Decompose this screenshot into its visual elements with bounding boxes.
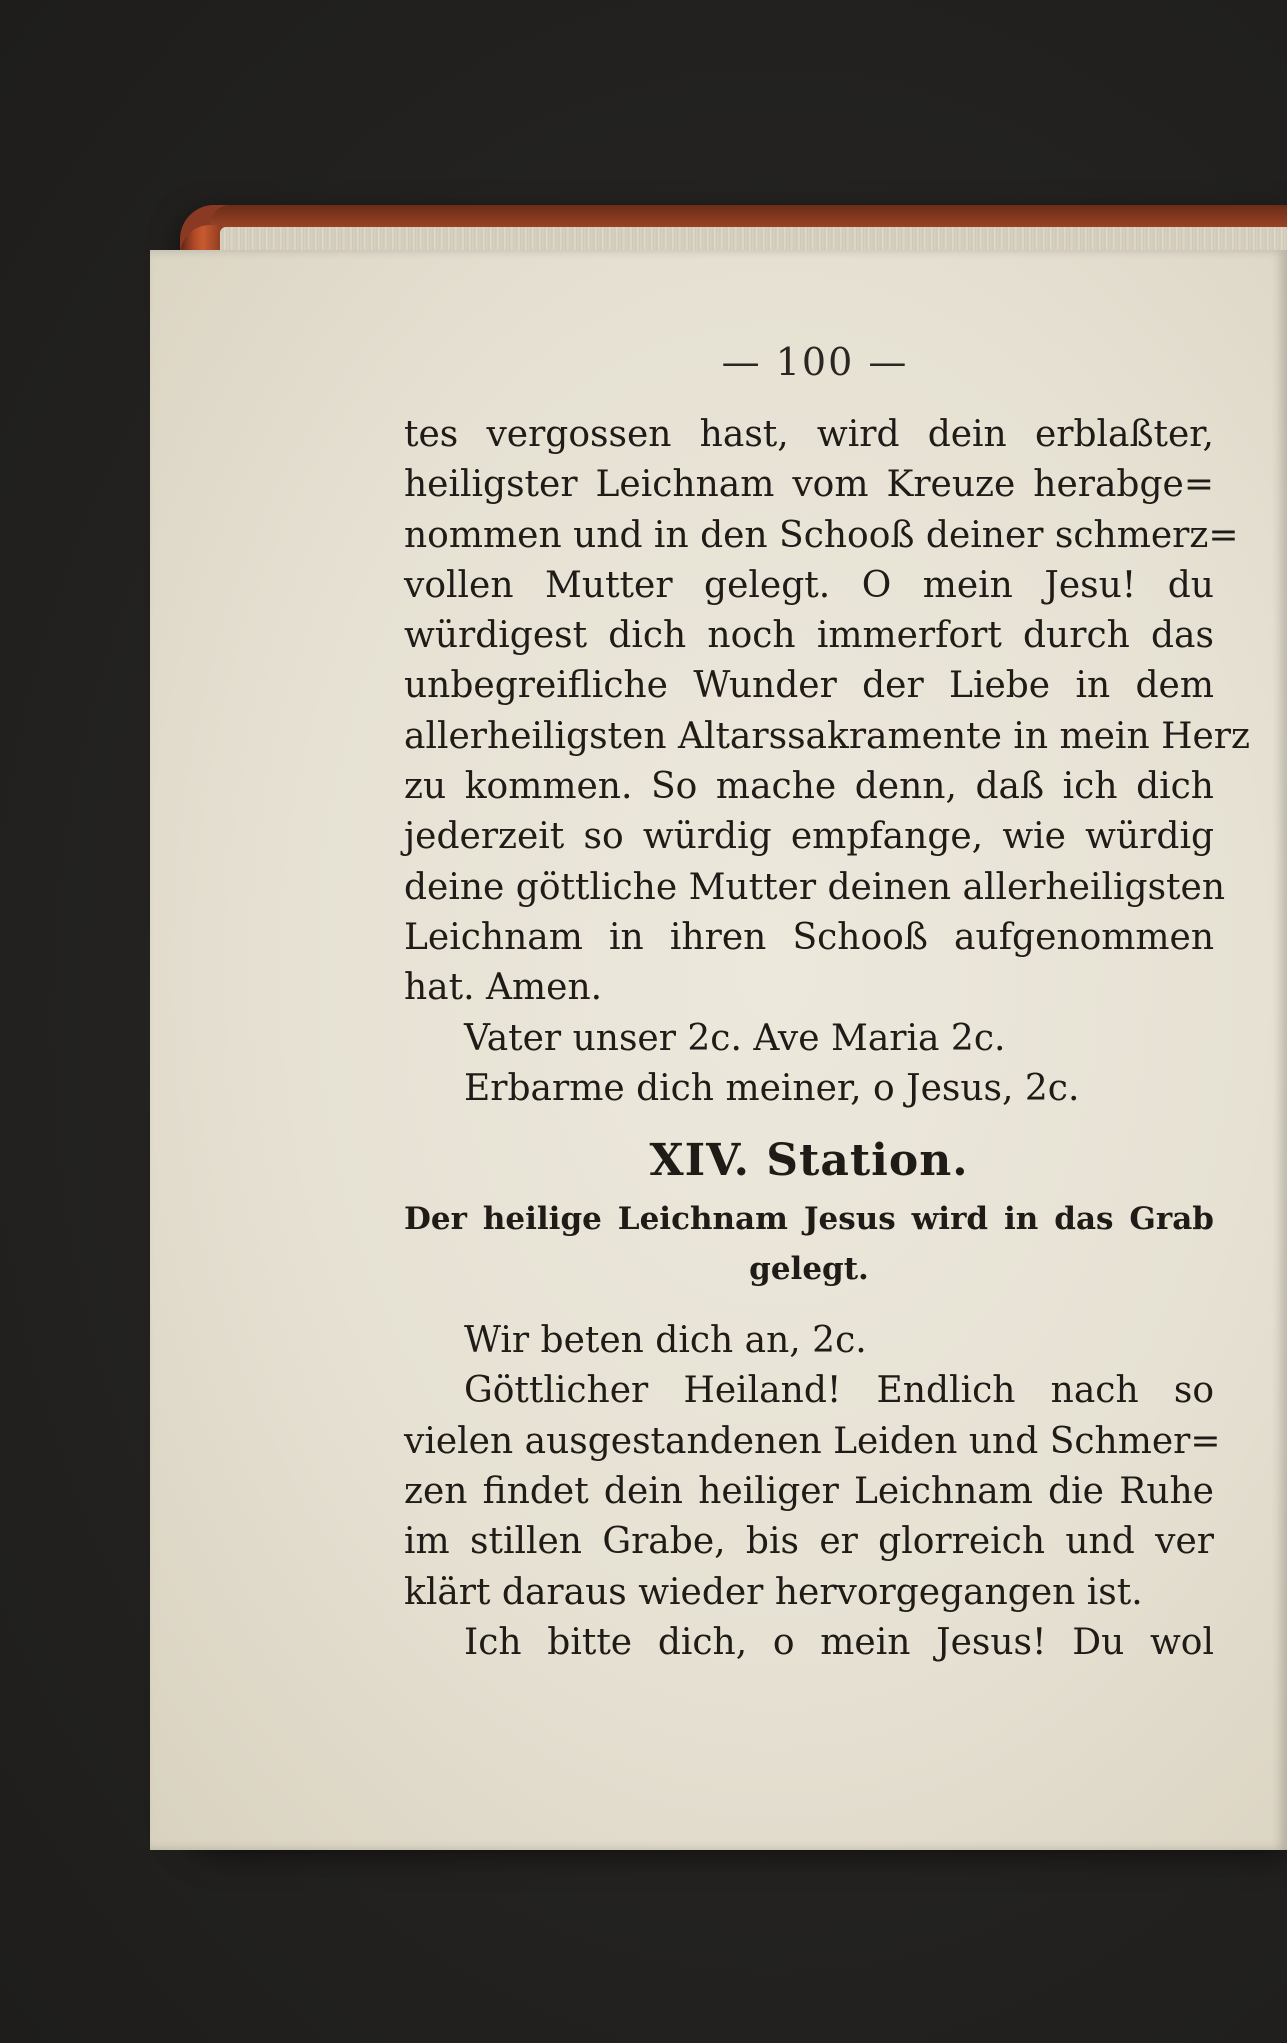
text-line: unbegreifliche Wunder der Liebe in dem bbox=[404, 665, 1214, 707]
text-line: tes vergossen hast, wird dein erblaßter, bbox=[404, 414, 1214, 455]
text-line: würdigest dich noch immerfort durch das bbox=[404, 615, 1214, 657]
text-line: im stillen Grabe, bis er glorreich und ver bbox=[404, 1521, 1214, 1563]
text-line: heiligster Leichnam vom Kreuze herabge= bbox=[404, 464, 1214, 506]
station-subtitle: gelegt. bbox=[749, 1251, 869, 1288]
text-line: hat. Amen. bbox=[404, 967, 603, 1009]
station-subtitle: Der heilige Leichnam Jesus wird in das Grab bbox=[404, 1201, 1214, 1238]
station-heading: XIV. Station. bbox=[649, 1135, 969, 1187]
text-line: vielen ausgestandenen Leiden und Schmer= bbox=[404, 1420, 1221, 1462]
text-line: Göttlicher Heiland! Endlich nach so bbox=[464, 1370, 1214, 1412]
prayer-line: Erbarme dich meiner, o Jesus, 2c. bbox=[464, 1067, 1080, 1109]
text-line: klärt daraus wieder hervorgegangen ist. bbox=[404, 1571, 1143, 1613]
book-cover-top bbox=[210, 205, 1287, 229]
text-line: allerheiligsten Altarssakramente in mein Herz bbox=[404, 715, 1250, 757]
text-line: zen findet dein heiliger Leichnam die Ruhe bbox=[404, 1471, 1214, 1513]
text-line: nommen und in den Schooß deiner schmerz= bbox=[404, 514, 1239, 556]
text-line: Leichnam in ihren Schooß aufgenommen bbox=[404, 916, 1214, 958]
prayer-line: Vater unser 2c. Ave Maria 2c. bbox=[464, 1017, 1006, 1059]
text-line: zu kommen. So mache denn, daß ich dich bbox=[404, 766, 1214, 808]
text-line: deine göttliche Mutter deinen allerheiligsten bbox=[404, 866, 1226, 908]
text-line: jederzeit so würdig empfange, wie würdig bbox=[404, 816, 1214, 858]
page-text bbox=[404, 410, 1250, 1668]
text-line: Ich bitte dich, o mein Jesus! Du wol bbox=[464, 1621, 1214, 1663]
page-number: — 100 — bbox=[721, 340, 909, 384]
prayer-line: Wir beten dich an, 2c. bbox=[464, 1320, 867, 1362]
spacer bbox=[404, 1294, 1214, 1316]
text-line: vollen Mutter gelegt. O mein Jesu! du bbox=[404, 564, 1214, 606]
